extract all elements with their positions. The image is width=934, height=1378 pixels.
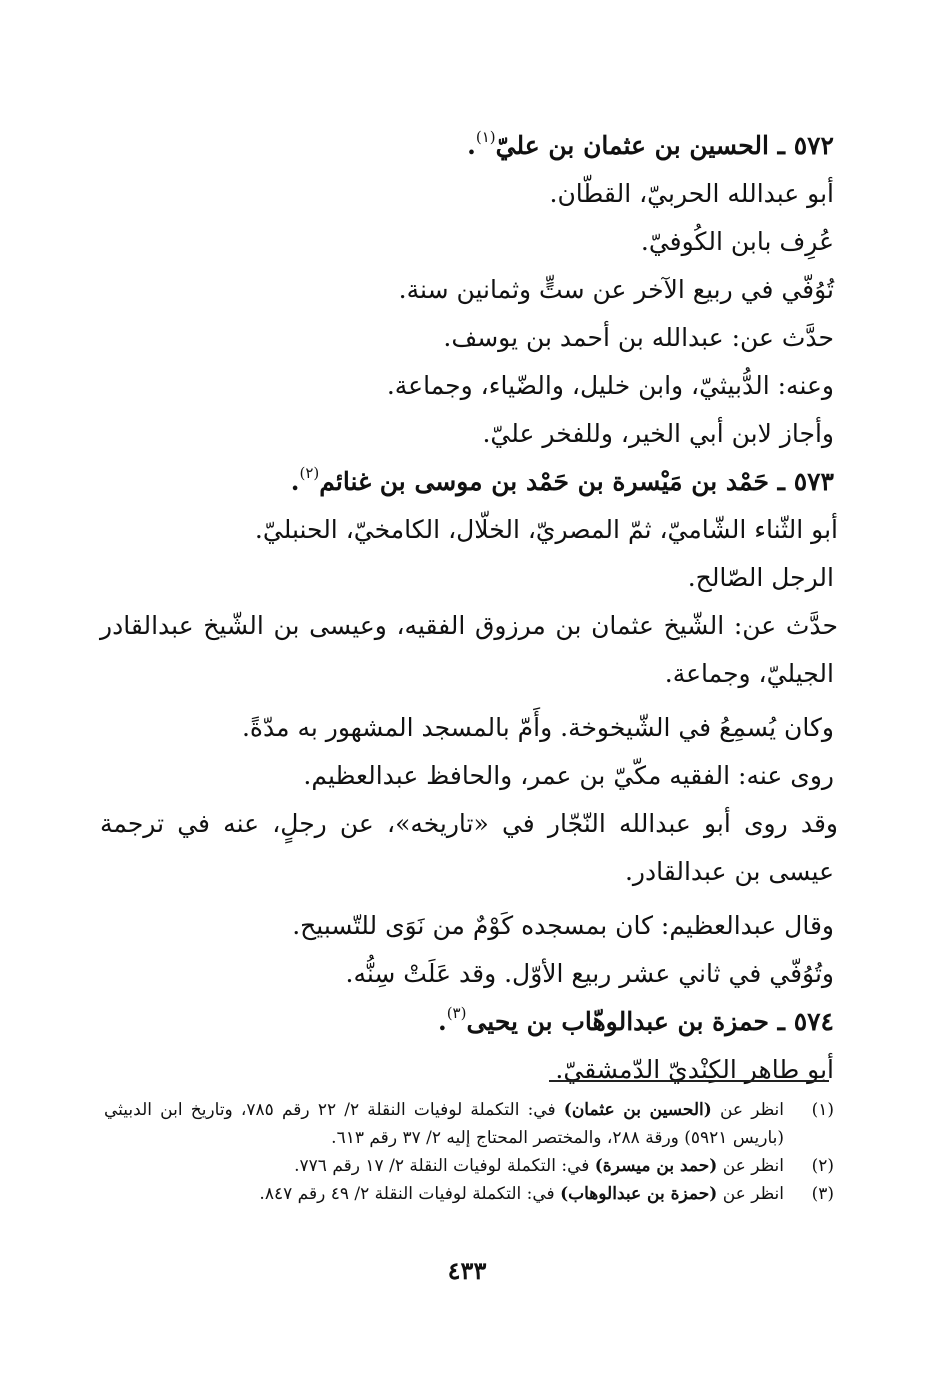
footnote-text: في: التكملة لوفيات النقلة ٢/ ١٧ رقم ٧٧٦. xyxy=(294,1156,590,1176)
entry-name: الحسين بن عثمان بن عليّ xyxy=(495,131,769,160)
text-line: وتُوُفّي في ثاني عشر ربيع الأوّل. وقد عَلَتْ سِنُّه. xyxy=(345,959,834,988)
footnote-mark: (٢) xyxy=(811,1156,834,1176)
entry-heading-572: ٥٧٢ ـ الحسين بن عثمان بن عليّ$^{(١)}$. xyxy=(467,128,834,160)
footnotes xyxy=(104,1096,834,1208)
text-line: أبو طاهر الكِنْديّ الدّمشقيّ. xyxy=(555,1055,834,1084)
text-line: أبو عبدالله الحربيّ، القطّان. xyxy=(549,179,834,208)
footnote-subject: (الحسين بن عثمان) xyxy=(563,1100,712,1120)
text-line: عيسى بن عبدالقادر. xyxy=(624,857,834,886)
separator: ـ xyxy=(777,131,785,160)
footnote-ref[interactable]: (٣) xyxy=(446,1004,467,1022)
footnote-divider xyxy=(549,1080,829,1082)
entry-heading-573: ٥٧٣ ـ حَمْد بن مَيْسرة بن حَمْد بن موسى بن غنائم$^{(٢)}$. xyxy=(290,464,834,496)
footnote-prefix: انظر عن xyxy=(722,1184,784,1204)
entry-heading-574: ٥٧٤ ـ حمزة بن عبدالوهّاب بن يحيى$^{(٣)}$. xyxy=(437,1004,834,1036)
entry-name: حَمْد بن مَيْسرة بن حَمْد بن موسى بن غنائم xyxy=(319,467,769,496)
text-line: أبو الثّناء الشّاميّ، ثمّ المصريّ، الخلّال، الكامخيّ، الحنبليّ. xyxy=(254,515,838,544)
entry-name: حمزة بن عبدالوهّاب بن يحيى xyxy=(466,1007,769,1036)
text-line: وكان يُسمِعُ في الشّيخوخة. وأَمّ بالمسجد المشهور به مدّةً. xyxy=(241,713,834,742)
text-line: الرجل الصّالح. xyxy=(687,563,834,592)
text-line: تُوُفّي في ربيع الآخر عن ستٍّ وثمانين سنة. xyxy=(398,275,834,304)
separator: ـ xyxy=(777,1007,785,1036)
footnote-mark: (٣) xyxy=(811,1184,834,1204)
text-line: وقال عبدالعظيم: كان بمسجده كَوْمٌ من نَوَى للتّسبيح. xyxy=(292,911,834,940)
footnote-3 xyxy=(104,1180,834,1208)
footnote-prefix: انظر عن xyxy=(719,1100,785,1120)
footnote-prefix: انظر عن xyxy=(722,1156,784,1176)
text-line: وعنه: الدُّبيثيّ، وابن خليل، والضّياء، وجماعة. xyxy=(386,371,834,400)
text-line-full: وقد روى أبو عبدالله النّجّار في «تاريخه»، عن رجلٍ، عنه في ترجمة xyxy=(100,809,838,838)
footnote-subject: (حمزة بن عبدالوهاب) xyxy=(560,1184,718,1204)
entry-number: ٥٧٢ xyxy=(793,131,834,160)
text-line: وأجاز لابن أبي الخير، وللفخر عليّ. xyxy=(482,419,834,448)
text-line-full: حدَّث عن: الشّيخ عثمان بن مرزوق الفقيه، وعيسى بن الشّيخ عبدالقادر xyxy=(100,611,838,640)
text-line: الجيليّ، وجماعة. xyxy=(664,659,834,688)
main-text xyxy=(100,122,838,1094)
separator: ـ xyxy=(777,467,785,496)
footnote-2 xyxy=(104,1152,834,1180)
text-line: حدَّث عن: عبدالله بن أحمد بن يوسف. xyxy=(443,323,834,352)
entry-number: ٥٧٤ xyxy=(793,1007,834,1036)
footnote-text: في: التكملة لوفيات النقلة ٢/ ٤٩ رقم ٨٤٧. xyxy=(259,1184,555,1204)
footnote-ref[interactable]: (١) xyxy=(475,128,496,146)
footnote-text: في: التكملة لوفيات النقلة ٢/ ٢٢ رقم ٧٨٥، وتاريخ ابن الدبيثي (باريس ٥٩٢١) ورقة ٢٨٨، والمختصر المحتاج إليه ٢/ ٣٧ رقم ٦١٣. xyxy=(104,1100,784,1148)
page-number: ٤٣٣ xyxy=(447,1256,487,1285)
text-line: روى عنه: الفقيه مكّيّ بن عمر، والحافظ عبدالعظيم. xyxy=(303,761,834,790)
footnote-mark: (١) xyxy=(811,1100,834,1120)
text-line: عُرِف بابن الكُوفيّ. xyxy=(640,227,834,256)
footnote-1 xyxy=(104,1096,834,1152)
footnote-ref[interactable]: (٢) xyxy=(299,464,320,482)
footnote-subject: (حمد بن ميسرة) xyxy=(594,1156,718,1176)
entry-number: ٥٧٣ xyxy=(793,467,834,496)
